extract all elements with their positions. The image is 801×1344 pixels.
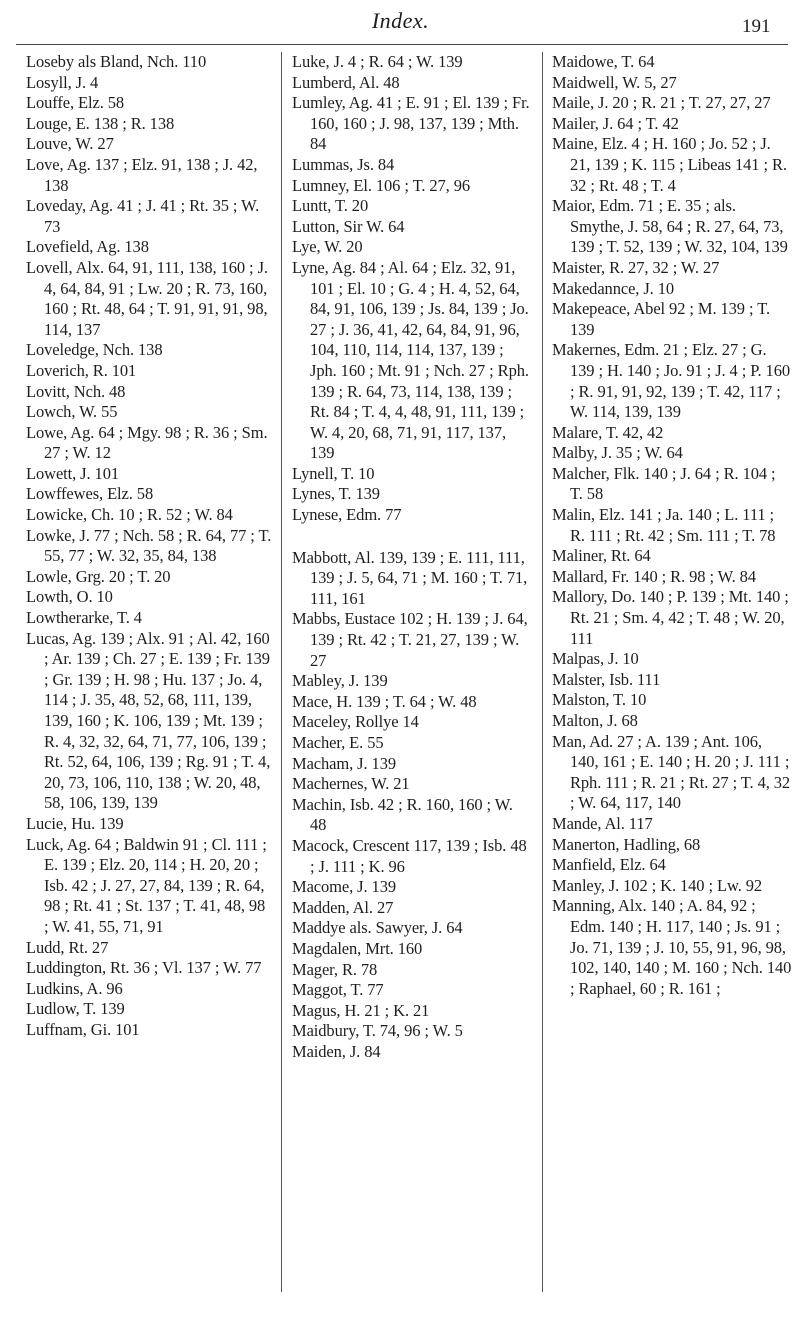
index-entry: Maiden, J. 84 [292,1041,381,1061]
index-entry: Louge, E. 138 ; R. 138 [26,113,175,133]
column-divider [281,52,282,1292]
index-entry: Manley, J. 102 ; K. 140 ; Lw. 92 [552,875,763,895]
index-entry: Malcher, Flk. 140 ; J. 64 ; R. 104 ; T. 58 [552,463,776,504]
index-entry: Lowch, W. 55 [26,402,118,422]
index-entry: Lowth, O. 10 [26,587,113,607]
page-number: 191 [742,16,771,37]
index-entry: Luddington, Rt. 36 ; Vl. 137 ; W. 77 [26,958,262,978]
index-entry: Malpas, J. 10 [552,649,639,669]
index-entry: Ludkins, A. 96 [26,978,123,998]
index-entry: Louffe, Elz. 58 [26,93,125,113]
index-entry: Love, Ag. 137 ; Elz. 91, 138 ; J. 42, 138 [26,154,258,195]
index-entry: Loverich, R. 101 [26,360,137,380]
index-entry: Maister, R. 27, 32 ; W. 27 [552,257,720,277]
index-entry: Lucie, Hu. 139 [26,813,124,833]
index-entry: Maddye als. Sawyer, J. 64 [292,918,463,938]
index-entry: Lumley, Ag. 41 ; E. 91 ; El. 139 ; Fr. 160, 160 ; J. 98, 137, 139 ; Mth. 84 [292,93,530,154]
index-entry: Manfield, Elz. 64 [552,855,666,875]
index-column-middle [292,52,532,1063]
index-column-left [26,52,272,1041]
index-column-right [552,52,792,999]
index-entry: Manning, Alx. 140 ; A. 84, 92 ; Edm. 140 ; H. 117, 140 ; Js. 91 ; Jo. 71, 139 ; J. 10, 55, 91, 96, 98, 102, 140, 140 ; M. 160 ; Nch. 140 ; Raphael, 60 ; R. 161 ; [552,896,792,998]
index-entry: Malby, J. 35 ; W. 64 [552,443,683,463]
index-entry: Malster, Isb. 111 [552,669,661,689]
index-entry: Maine, Elz. 4 ; H. 160 ; Jo. 52 ; J. 21, 139 ; K. 115 ; Libeas 141 ; R. 32 ; Rt. 48 ; T. 4 [552,134,787,195]
index-entry: Lutton, Sir W. 64 [292,216,405,236]
index-entry: Magdalen, Mrt. 160 [292,938,423,958]
index-entry: Mager, R. 78 [292,959,378,979]
index-entry: Lye, W. 20 [292,237,363,257]
index-entry: Ludlow, T. 139 [26,999,125,1019]
index-entry: Luke, J. 4 ; R. 64 ; W. 139 [292,52,463,71]
index-entry: Louve, W. 27 [26,134,114,154]
index-entry: Luffnam, Gi. 101 [26,1019,140,1039]
index-entry: Lowke, J. 77 ; Nch. 58 ; R. 64, 77 ; T. 55, 77 ; W. 32, 35, 84, 138 [26,525,272,566]
index-entry: Lucas, Ag. 139 ; Alx. 91 ; Al. 42, 160 ; Ar. 139 ; Ch. 27 ; E. 139 ; Fr. 139 ; Gr. 139 ; H. 98 ; Hu. 137 ; Jo. 4, 114 ; J. 35, 48, 52, 68, 111, 139, 139, 160 ; K. 106, 139 ; Mt. 139 ; R. 4, 32, 32, 64, 71, 77, 106, 139 ; Rt. 52, 64, 106, 139 ; Rg. 91 ; T. 4, 20, 73, 106, 110, 138 ; W. 20, 48, 58, 106, 139, 139 [26,628,271,813]
index-entry: Lyne, Ag. 84 ; Al. 64 ; Elz. 32, 91, 101 ; El. 10 ; G. 4 ; H. 4, 52, 64, 84, 91, 106, 139 ; Js. 84, 139 ; Jo. 27 ; J. 36, 41, 42, 64, 84, 91, 96, 104, 110, 114, 114, 137, 139 ; Jph. 160 ; Mt. 91 ; Nch. 27 ; Rph. 139 ; R. 64, 73, 114, 138, 139 ; Rt. 84 ; T. 4, 4, 48, 91, 111, 139 ; W. 4, 20, 68, 71, 91, 117, 137, 139 [292,257,529,463]
index-entry: Maior, Edm. 71 ; E. 35 ; als. Smythe, J. 58, 64 ; R. 27, 64, 73, 139 ; T. 52, 139 ; W. 32, 104, 139 [552,196,788,257]
index-entry: Malare, T. 42, 42 [552,422,664,442]
header-rule [16,44,788,45]
index-entry: Maggot, T. 77 [292,980,384,1000]
index-entry: Maliner, Rt. 64 [552,546,651,566]
index-entry: Lowffewes, Elz. 58 [26,484,154,504]
index-entry: Magus, H. 21 ; K. 21 [292,1000,430,1020]
index-entry: Lumney, El. 106 ; T. 27, 96 [292,175,471,195]
index-entry: Luntt, T. 20 [292,196,369,216]
index-entry: Macham, J. 139 [292,753,396,773]
index-entry: Mabbs, Eustace 102 ; H. 139 ; J. 64, 139 ; Rt. 42 ; T. 21, 27, 139 ; W. 27 [292,609,528,670]
index-entry: Lowett, J. 101 [26,463,120,483]
index-entry: Lynell, T. 10 [292,463,375,483]
index-entry: Makepeace, Abel 92 ; M. 139 ; T. 139 [552,299,770,339]
section-gap [292,526,532,548]
index-entry: Mailer, J. 64 ; T. 42 [552,113,679,133]
index-entry: Maidowe, T. 64 [552,52,655,71]
index-entry: Makernes, Edm. 21 ; Elz. 27 ; G. 139 ; H. 140 ; Jo. 91 ; J. 4 ; P. 160 ; R. 91, 91, 92, 139 ; T. 42, 117 ; W. 114, 139, 139 [552,340,790,422]
index-entry: Loseby als Bland, Nch. 110 [26,52,207,71]
index-entry: Lummas, Js. 84 [292,154,395,174]
index-entry: Losyll, J. 4 [26,72,99,92]
index-entry: Maidbury, T. 74, 96 ; W. 5 [292,1021,463,1041]
index-entry: Mabley, J. 139 [292,671,388,691]
index-entry: Macome, J. 139 [292,877,396,897]
index-entry: Maceley, Rollye 14 [292,712,419,732]
page-title: Index. [371,8,430,33]
index-entry: Lovitt, Nch. 48 [26,381,126,401]
index-entry: Lynese, Edm. 77 [292,505,402,525]
index-entry: Mande, Al. 117 [552,813,653,833]
index-entry: Mabbott, Al. 139, 139 ; E. 111, 111, 139 ; J. 5, 64, 71 ; M. 160 ; T. 71, 111, 161 [292,547,528,608]
index-entry: Lowle, Grg. 20 ; T. 20 [26,566,171,586]
index-entry: Maidwell, W. 5, 27 [552,72,677,92]
index-entry: Machin, Isb. 42 ; R. 160, 160 ; W. 48 [292,794,513,835]
index-entry: Malin, Elz. 141 ; Ja. 140 ; L. 111 ; R. 111 ; Rt. 42 ; Sm. 111 ; T. 78 [552,505,776,545]
index-entry: Makedannce, J. 10 [552,278,675,298]
index-entry: Mallard, Fr. 140 ; R. 98 ; W. 84 [552,566,756,586]
index-entry: Lynes, T. 139 [292,484,380,504]
index-entry: Macher, E. 55 [292,733,384,752]
index-entry: Lowicke, Ch. 10 ; R. 52 ; W. 84 [26,505,233,525]
index-entry: Machernes, W. 21 [292,774,410,794]
index-entry: Mallory, Do. 140 ; P. 139 ; Mt. 140 ; Rt. 21 ; Sm. 4, 42 ; T. 48 ; W. 20, 111 [552,587,789,648]
index-entry: Man, Ad. 27 ; A. 139 ; Ant. 106, 140, 161 ; E. 140 ; H. 20 ; J. 111 ; Rph. 111 ; R. 21 ; Rt. 27 ; T. 4, 32 ; W. 64, 117, 140 [552,731,791,813]
index-entry: Manerton, Hadling, 68 [552,834,701,854]
index-entry: Lovefield, Ag. 138 [26,237,149,257]
column-divider [542,52,543,1292]
index-entry: Lowe, Ag. 64 ; Mgy. 98 ; R. 36 ; Sm. 27 ; W. 12 [26,422,268,463]
index-entry: Loveledge, Nch. 138 [26,340,163,360]
index-entry: Malston, T. 10 [552,690,647,710]
index-entry: Loveday, Ag. 41 ; J. 41 ; Rt. 35 ; W. 73 [26,196,260,236]
index-entry: Macock, Crescent 117, 139 ; Isb. 48 ; J. 111 ; K. 96 [292,835,527,876]
index-entry: Lowtherarke, T. 4 [26,608,142,628]
index-entry: Malton, J. 68 [552,711,638,730]
index-entry: Luck, Ag. 64 ; Baldwin 91 ; Cl. 111 ; E. 139 ; Elz. 20, 114 ; H. 20, 20 ; Isb. 42 ; J. 27, 27, 84, 139 ; R. 64, 98 ; Rt. 41 ; St. 137 ; T. 41, 48, 98 ; W. 41, 55, 71, 91 [26,834,267,936]
index-entry: Lovell, Alx. 64, 91, 111, 138, 160 ; J. 4, 64, 84, 91 ; Lw. 20 ; R. 73, 160, 160 ; Rt. 48, 64 ; T. 91, 91, 91, 98, 114, 137 [26,257,268,339]
index-entry: Ludd, Rt. 27 [26,937,109,957]
index-entry: Maile, J. 20 ; R. 21 ; T. 27, 27, 27 [552,93,771,113]
index-entry: Madden, Al. 27 [292,897,394,917]
index-entry: Mace, H. 139 ; T. 64 ; W. 48 [292,691,477,711]
index-entry: Lumberd, Al. 48 [292,72,400,92]
